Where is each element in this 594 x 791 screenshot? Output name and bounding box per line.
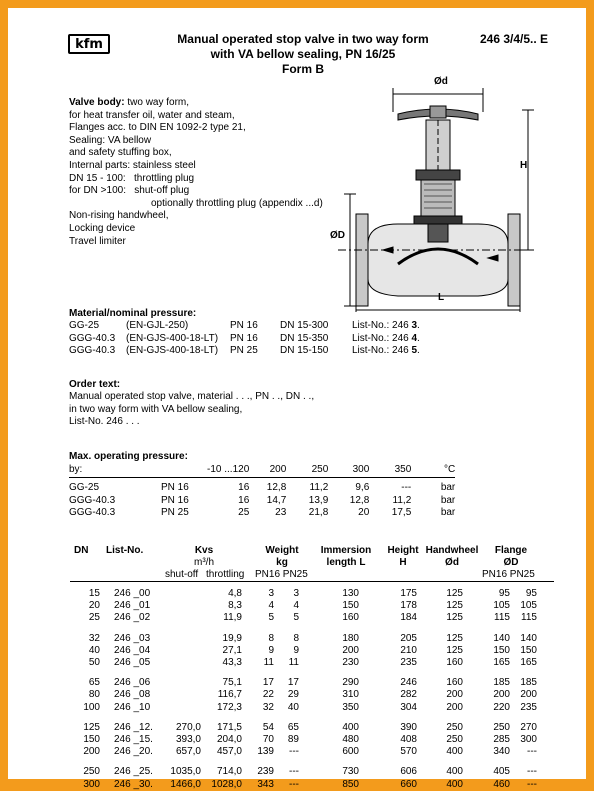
table-row <box>70 677 550 689</box>
material-row: GGG-40.3 (EN-GJS-400-18-LT) PN 25 DN 15-150 List-No.: 246 5. <box>69 345 420 356</box>
col-weight-pn-header: PN16 PN25 <box>255 569 308 580</box>
table-cell: 400 <box>342 721 359 733</box>
col-dn-header: DN <box>74 545 89 556</box>
valve-body-line: Sealing: VA bellow <box>69 134 152 146</box>
table-cell: 65 <box>287 721 299 733</box>
table-cell: 95 <box>498 588 510 599</box>
table-cell: 600 <box>342 746 359 758</box>
table-cell: 250 <box>83 766 100 778</box>
table-cell: 4 <box>268 600 274 612</box>
table-cell: 246 <box>400 677 417 689</box>
table-cell: 714,0 <box>216 766 242 778</box>
max-pressure-row: GGG-40.3 PN 16 16 14,7 13,9 12,8 11,2 bar <box>69 494 456 506</box>
table-cell: 210 <box>400 644 417 656</box>
order-line: Manual operated stop valve, material . . ., PN . ., DN . ., <box>69 391 315 402</box>
table-cell: 570 <box>400 746 417 758</box>
material-row: GGG-40.3 (EN-GJS-400-18-LT) PN 16 DN 15-350 List-No.: 246 4. <box>69 332 420 344</box>
table-cell: 11 <box>288 657 299 668</box>
title-line-3: Form B <box>282 62 324 76</box>
table-cell: 25 <box>88 612 100 624</box>
table-cell: 220 <box>493 701 510 713</box>
table-row <box>70 722 550 734</box>
table-cell: 125 <box>446 600 463 612</box>
table-cell: 1466,0 <box>170 778 201 790</box>
valve-drawing <box>328 74 538 314</box>
table-cell: 171,5 <box>216 721 242 733</box>
material-row: GG-25 (EN-GJL-250) PN 16 DN 15-300 List-No.: 246 3. <box>69 320 420 331</box>
table-cell: 54 <box>262 721 274 733</box>
table-cell: 246 _03 <box>114 632 151 644</box>
table-cell: 200 <box>446 701 463 713</box>
valve-body-line: two way form, <box>127 97 190 108</box>
table-cell: 95 <box>525 588 537 599</box>
table-cell: 105 <box>493 600 510 612</box>
table-cell: 32 <box>88 632 100 644</box>
table-cell: 115 <box>521 612 537 624</box>
table-cell: 130 <box>342 588 359 599</box>
table-cell: 246 _02 <box>114 612 151 624</box>
table-cell: 11 <box>263 657 274 668</box>
table-cell: 606 <box>400 766 417 778</box>
valve-body-line: Travel limiter <box>69 235 126 247</box>
title-line-2: with VA bellow sealing, PN 16/25 <box>210 47 396 61</box>
table-cell: 250 <box>446 734 463 745</box>
col-kvs-header: Kvs m³/h <box>194 545 214 568</box>
col-throttling-header: throttling <box>206 569 245 580</box>
table-cell: 100 <box>83 701 100 713</box>
valve-body-line: Internal parts: stainless steel <box>69 159 196 171</box>
table-cell: --- <box>527 778 537 790</box>
table-cell: 9 <box>293 644 299 656</box>
table-cell: 105 <box>520 600 537 612</box>
table-cell: 65 <box>88 677 100 689</box>
table-cell: 400 <box>446 778 463 790</box>
table-cell: 250 <box>446 721 463 733</box>
table-cell: 150 <box>342 600 359 612</box>
table-cell: 150 <box>520 644 537 656</box>
table-cell: 250 <box>493 721 510 733</box>
table-cell: 246 _20. <box>114 746 153 758</box>
table-cell: 230 <box>342 657 359 668</box>
table-cell: 115 <box>494 612 510 624</box>
col-height-header: Height H <box>387 545 419 568</box>
table-cell: 8 <box>293 632 299 644</box>
col-shutoff-header: shut-off <box>165 569 199 580</box>
table-cell: 150 <box>83 734 100 745</box>
table-row <box>70 600 550 612</box>
col-handwheel-header: Handwheel Ød <box>425 545 479 568</box>
valve-body-line: for DN >100: shut-off plug <box>69 185 190 197</box>
table-cell: 40 <box>88 644 100 656</box>
table-cell: 1035,0 <box>170 766 201 778</box>
table-cell: 165 <box>520 657 537 668</box>
document-number: 246 3/4/5.. E <box>480 32 549 46</box>
table-cell: 150 <box>493 644 510 656</box>
table-row <box>70 746 550 758</box>
table-cell: 70 <box>262 734 274 745</box>
table-cell: --- <box>527 746 537 758</box>
table-cell: 11,9 <box>223 612 242 624</box>
table-cell: 89 <box>287 734 299 745</box>
table-cell: 730 <box>342 766 359 778</box>
table-cell: 246 _15. <box>114 734 153 745</box>
label-length: L <box>438 292 445 303</box>
table-row <box>70 779 550 791</box>
table-cell: 4 <box>293 600 299 612</box>
valve-body-line: and safety stuffing box, <box>69 147 172 159</box>
table-cell: 1028,0 <box>211 778 242 790</box>
table-cell: 205 <box>400 632 417 644</box>
table-cell: 125 <box>446 644 463 656</box>
table-cell: 400 <box>446 746 463 758</box>
valve-body-description <box>69 97 323 248</box>
table-cell: 80 <box>88 689 100 701</box>
label-flange-diameter: ØD <box>330 230 345 241</box>
table-cell: 125 <box>446 612 463 624</box>
col-listno-header: List-No. <box>106 545 144 556</box>
table-cell: 239 <box>257 766 274 778</box>
table-cell: 246 _05 <box>114 657 151 668</box>
table-cell: 246 _25. <box>114 766 153 778</box>
material-heading: Material/nominal pressure: <box>69 308 197 319</box>
table-cell: 8,3 <box>228 600 242 612</box>
table-cell: 310 <box>342 689 359 701</box>
table-cell: 43,3 <box>222 657 242 668</box>
label-height: H <box>520 160 528 171</box>
table-cell: 22 <box>262 689 274 701</box>
table-row <box>70 734 550 746</box>
table-cell: 17 <box>287 677 299 689</box>
table-cell: 285 <box>493 734 510 745</box>
table-cell: 850 <box>342 778 359 790</box>
table-cell: 460 <box>493 778 510 790</box>
table-cell: 660 <box>400 778 417 790</box>
table-cell: 50 <box>88 657 100 668</box>
max-pressure-table <box>69 464 455 520</box>
table-cell: 40 <box>287 701 299 713</box>
table-cell: --- <box>289 746 299 758</box>
table-cell: 75,1 <box>222 677 242 689</box>
table-cell: 178 <box>400 600 417 612</box>
table-cell: 165 <box>493 657 510 668</box>
table-row <box>70 702 550 714</box>
valve-body-line: Locking device <box>69 222 136 234</box>
header-rule <box>70 581 554 582</box>
valve-body-line: DN 15 - 100: throttling plug <box>69 172 195 184</box>
table-cell: 204,0 <box>216 734 242 745</box>
table-cell: 160 <box>446 677 463 689</box>
table-cell: 200 <box>520 689 537 701</box>
table-cell: 390 <box>400 721 417 733</box>
table-cell: 300 <box>83 778 100 790</box>
table-cell: 8 <box>268 632 274 644</box>
table-cell: 400 <box>446 766 463 778</box>
max-pressure-header-row: by: -10 ...120 200 250 300 350 °C <box>69 464 456 475</box>
kfm-logo: kfm <box>68 34 110 54</box>
table-cell: 32 <box>262 701 274 713</box>
max-pressure-row: GG-25 PN 16 16 12,8 11,2 9,6 --- bar <box>69 482 456 493</box>
valve-body-line: optionally throttling plug (appendix ...d) <box>151 197 323 209</box>
order-text <box>69 391 314 429</box>
table-cell: 160 <box>342 612 359 624</box>
table-cell: 185 <box>493 677 510 689</box>
table-cell: 246 _30. <box>114 778 153 790</box>
table-cell: --- <box>289 766 299 778</box>
table-cell: 282 <box>400 689 417 701</box>
max-pressure-heading: Max. operating pressure: <box>69 451 188 462</box>
table-cell: 172,3 <box>216 701 242 713</box>
table-cell: 4,8 <box>228 588 242 599</box>
table-cell: 393,0 <box>175 734 201 745</box>
table-cell: 340 <box>493 746 510 758</box>
table-cell: 246 _06 <box>114 677 151 689</box>
valve-body-heading: Valve body: <box>69 97 125 108</box>
table-cell: 235 <box>520 701 537 713</box>
table-cell: 405 <box>493 766 510 778</box>
col-flange-header: Flange ØD <box>494 545 528 568</box>
table-cell: 29 <box>287 689 299 701</box>
valve-body-line: Non-rising handwheel, <box>69 210 169 222</box>
table-cell: --- <box>527 766 537 778</box>
table-cell: 270,0 <box>175 721 201 733</box>
table-cell: 140 <box>520 632 537 644</box>
document-title <box>158 32 448 77</box>
table-cell: 125 <box>83 721 100 733</box>
table-cell: 408 <box>400 734 417 745</box>
table-cell: 9 <box>268 644 274 656</box>
table-cell: 200 <box>342 644 359 656</box>
table-cell: 139 <box>257 746 274 758</box>
table-row <box>70 633 550 645</box>
table-cell: 175 <box>400 588 417 599</box>
table-cell: 185 <box>520 677 537 689</box>
table-cell: 246 _04 <box>114 644 151 656</box>
table-cell: 457,0 <box>216 746 242 758</box>
table-cell: 17 <box>262 677 274 689</box>
table-row <box>70 766 550 778</box>
table-cell: 160 <box>446 657 463 668</box>
table-cell: 5 <box>293 612 299 624</box>
table-cell: 657,0 <box>175 746 201 758</box>
table-cell: 235 <box>400 657 417 668</box>
table-cell: 3 <box>268 588 274 599</box>
table-row <box>70 689 550 701</box>
table-cell: 246 _00 <box>114 588 151 599</box>
table-cell: 246 _08 <box>114 689 151 701</box>
max-pressure-row: GGG-40.3 PN 25 25 23 21,8 20 17,5 bar <box>69 507 456 518</box>
table-cell: 5 <box>268 612 274 624</box>
table-row <box>70 588 550 600</box>
table-cell: 343 <box>257 778 274 790</box>
valve-body-line: for heat transfer oil, water and steam, <box>69 109 235 121</box>
table-cell: 180 <box>342 632 359 644</box>
table-cell: --- <box>289 778 299 790</box>
table-row <box>70 612 550 624</box>
order-line: in two way form with VA bellow sealing, <box>69 403 243 415</box>
order-line: List-No. 246 . . . <box>69 416 140 428</box>
col-weight-header: Weight kg <box>265 545 299 568</box>
table-cell: 20 <box>88 600 100 612</box>
table-cell: 125 <box>446 588 463 599</box>
material-table <box>69 320 420 358</box>
table-cell: 246 _12. <box>114 721 153 733</box>
col-immersion-header: Immersion length L <box>320 545 372 568</box>
table-cell: 15 <box>88 588 100 599</box>
table-cell: 350 <box>342 701 359 713</box>
table-cell: 480 <box>342 734 359 745</box>
table-cell: 300 <box>520 734 537 745</box>
table-cell: 200 <box>446 689 463 701</box>
table-cell: 19,9 <box>222 632 242 644</box>
table-row <box>70 645 550 657</box>
col-flange-pn-header: PN16 PN25 <box>482 569 535 580</box>
table-cell: 200 <box>83 746 100 758</box>
valve-body-line: Flanges acc. to DIN EN 1092-2 type 21, <box>69 122 246 134</box>
table-row <box>70 657 550 669</box>
title-line-1: Manual operated stop valve in two way form <box>177 32 429 46</box>
table-cell: 246 _10 <box>114 701 151 713</box>
table-cell: 304 <box>400 701 417 713</box>
table-cell: 125 <box>446 632 463 644</box>
order-heading: Order text: <box>69 379 121 390</box>
table-cell: 27,1 <box>222 644 242 656</box>
table-cell: 140 <box>493 632 510 644</box>
table-cell: 184 <box>400 612 417 624</box>
table-cell: 290 <box>342 677 359 689</box>
datasheet-page <box>8 8 586 790</box>
table-cell: 246 _01 <box>114 600 151 612</box>
label-handwheel-diameter: Ød <box>434 76 448 87</box>
table-cell: 270 <box>520 721 537 733</box>
table-cell: 3 <box>293 588 299 599</box>
table-cell: 200 <box>493 689 510 701</box>
table-cell: 116,7 <box>217 689 242 701</box>
